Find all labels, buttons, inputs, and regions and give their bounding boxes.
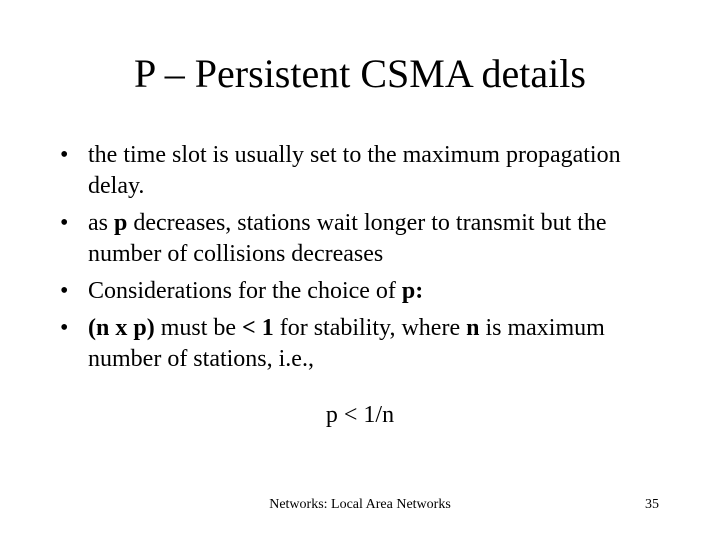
bullet-text-segment: for stability, where — [273, 315, 467, 341]
bullet-text-segment: Considerations for the choice of — [88, 278, 402, 304]
page-number: 35 — [645, 497, 659, 512]
bullet-bold-segment: < 1 — [242, 315, 274, 341]
bullet-text-segment: as — [88, 210, 114, 236]
bullet-list — [60, 140, 680, 381]
bullet-text-segment: must be — [154, 315, 243, 341]
bullet-item — [60, 208, 680, 270]
bullet-bold-segment: p — [114, 210, 128, 236]
bullet-item — [60, 140, 680, 202]
bullet-text-segment: decreases, stations wait longer to transmit but the number of collisions decreases — [88, 210, 607, 267]
slide-title: P – Persistent CSMA details — [134, 51, 586, 96]
bullet-text-segment: is maximum number of stations, i.e., — [88, 315, 605, 372]
bullet-item — [60, 313, 680, 375]
bullet-glyph: • — [60, 210, 69, 236]
bullet-glyph: • — [60, 315, 69, 341]
footer-title: Networks: Local Area Networks — [269, 497, 451, 512]
bullet-glyph: • — [60, 142, 69, 168]
bullet-bold-segment: (n x p) — [88, 315, 155, 341]
bullet-item — [60, 276, 680, 307]
bullet-text-segment: the time slot is usually set to the maximum propagation delay. — [88, 142, 621, 199]
bullet-glyph: • — [60, 278, 69, 304]
bullet-bold-segment: n — [466, 315, 480, 341]
bullet-bold-segment: p: — [401, 278, 424, 304]
formula — [0, 400, 720, 431]
formula-text: p < 1/n — [325, 402, 395, 428]
